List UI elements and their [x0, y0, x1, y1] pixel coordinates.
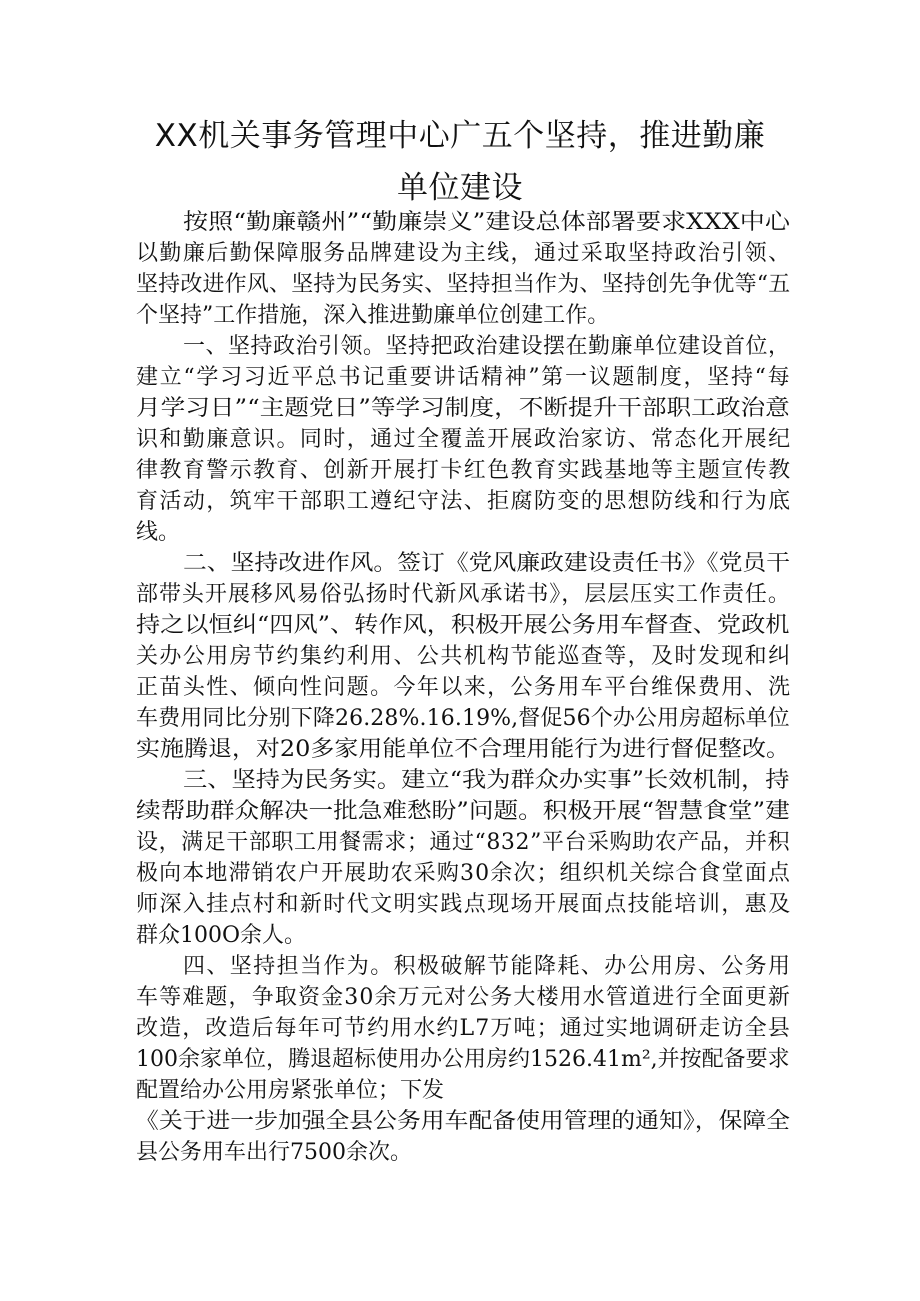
body-line: 持之以恒纠“四风”、转作风，积极开展公务用车督查、党政机: [136, 613, 790, 638]
body-line: 群众100O余人。: [136, 923, 307, 948]
body-line: 三、坚持为民务实。建立“我为群众办实事”长效机制，持: [183, 768, 790, 793]
document-title-line-2: 单位建设: [397, 170, 523, 206]
body-line: 月学习日”“主题党日”等学习制度，不断提升干部职工政治意: [136, 396, 790, 421]
body-line: 改造，改造后每年可节约用水约L7万吨；通过实地调研走访全县: [136, 1016, 791, 1041]
body-line: 车费用同比分别下降26.28%.16.19%,督促56个办公用房超标单位: [136, 706, 790, 731]
body-line: 极向本地滞销农户开展助农采购30余次；组织机关综合食堂面点: [136, 861, 792, 886]
body-line: 线。: [136, 520, 181, 545]
body-line: 按照“勤廉赣州”“勤廉崇义”建设总体部署要求XXX中心: [183, 210, 790, 235]
body-line: 续帮助群众解决一批急难愁盼”问题。积极开展“智慧食堂”建: [136, 799, 790, 824]
body-line: 四、坚持担当作为。积极破解节能降耗、办公用房、公务用: [183, 954, 792, 979]
body-line: 个坚持”工作措施，深入推进勤廉单位创建工作。: [136, 303, 610, 328]
body-line: 正苗头性、倾向性问题。今年以来，公务用车平台维保费用、洗: [136, 675, 792, 700]
body-line: 县公务用车出行7500余次。: [136, 1140, 412, 1165]
body-line: 以勤廉后勤保障服务品牌建设为主线，通过采取坚持政治引领、: [136, 241, 792, 266]
body-line: 《关于进一步加强全县公务用车配备使用管理的通知》，保障全: [135, 1109, 790, 1134]
body-line: 建立“学习习近平总书记重要讲话精神”第一议题制度，坚持“每: [136, 365, 792, 390]
body-line: 部带头开展移风易俗弘扬时代新风承诺书》，层层压实工作责任。: [136, 582, 791, 607]
body-line: 配置给办公用房紧张单位；下发: [136, 1078, 445, 1103]
body-line: 律教育警示教育、创新开展打卡红色教育实践基地等主题宣传教: [136, 458, 792, 483]
body-line: 设，满足干部职工用餐需求；通过“832”平台采购助农产品，并积: [136, 830, 791, 855]
body-line: 实施腾退，对20多家用能单位不合理用能行为进行督促整改。: [136, 737, 790, 762]
body-line: 二、坚持改进作风。签订《党风廉政建设责任书》《党员干: [183, 551, 791, 576]
body-line: 识和勤廉意识。同时，通过全覆盖开展政治家访、常态化开展纪: [136, 427, 792, 452]
document-title-line-1: XX机关事务管理中心广五个坚持，推进勤廉: [154, 118, 766, 154]
body-line: 车等难题，争取资金30余万元对公务大楼用水管道进行全面更新: [136, 985, 792, 1010]
body-line: 100余家单位，腾退超标使用办公用房约1526.41m²,并按配备要求: [136, 1047, 790, 1072]
body-line: 关办公用房节约集约利用、公共机构节能巡查等，及时发现和纠: [136, 644, 792, 669]
body-line: 一、坚持政治引领。坚持把政治建设摆在勤廉单位建设首位，: [183, 334, 791, 359]
body-line: 坚持改进作风、坚持为民务实、坚持担当作为、坚持创先争优等“五: [136, 272, 791, 297]
body-line: 师深入挂点村和新时代文明实践点现场开展面点技能培训，惠及: [136, 892, 792, 917]
body-line: 育活动，筑牢干部职工遵纪守法、拒腐防变的思想防线和行为底: [136, 489, 792, 514]
